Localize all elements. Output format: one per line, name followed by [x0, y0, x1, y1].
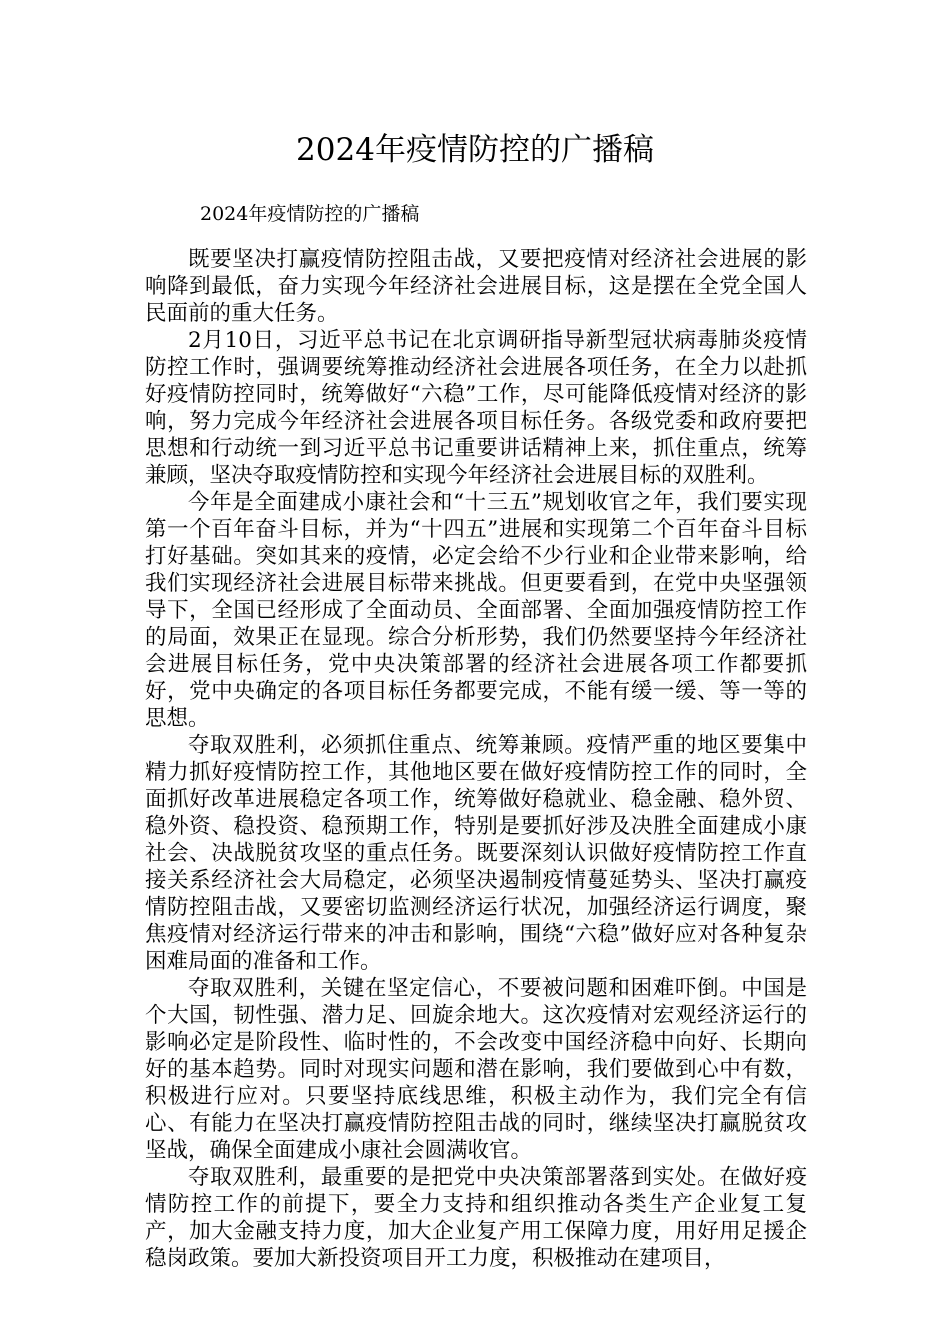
paragraph: 夺取双胜利，关键在坚定信心，不要被问题和困难吓倒。中国是个大国，韧性强、潜力足、回旋余地大。这次疫情对宏观经济运行的影响必定是阶段性、临时性的，不会改变中国经济稳中向好、长期向好的基本趋势。同时对现实问题和潜在影响，我们要做到心中有数，积极进行应对。只要坚持底线思维，积极主动作为，我们完全有信心、有能力在坚决打赢疫情防控阻击战的同时，继续坚决打赢脱贫攻坚战，确保全面建成小康社会圆满收官。: [145, 976, 807, 1163]
paragraph: 夺取双胜利，必须抓住重点、统筹兼顾。疫情严重的地区要集中精力抓好疫情防控工作，其他地区要在做好疫情防控工作的同时，全面抓好改革进展稳定各项工作，统筹做好稳就业、稳金融、稳外贸、稳外资、稳投资、稳预期工作，特别是要抓好涉及决胜全面建成小康社会、决战脱贫攻坚的重点任务。既要深刻认识做好疫情防控工作直接关系经济社会大局稳定，必须坚决遏制疫情蔓延势头、坚决打赢疫情防控阻击战，又要密切监测经济运行状况，加强经济运行调度，聚焦疫情对经济运行带来的冲击和影响，围绕“六稳”做好应对各种复杂困难局面的准备和工作。: [145, 733, 807, 974]
paragraph: 既要坚决打赢疫情防控阻击战，又要把疫情对经济社会进展的影响降到最低，奋力实现今年经济社会进展目标，这是摆在全党全国人民面前的重大任务。: [145, 247, 807, 326]
paragraph: 2月10日，习近平总书记在北京调研指导新型冠状病毒肺炎疫情防控工作时，强调要统筹推动经济社会进展各项任务，在全力以赴抓好疫情防控同时，统筹做好“六稳”工作，尽可能降低疫情对经济的影响，努力完成今年经济社会进展各项目标任务。各级党委和政府要把思想和行动统一到习近平总书记重要讲话精神上来，抓住重点，统筹兼顾，坚决夺取疫情防控和实现今年经济社会进展目标的双胜利。: [145, 328, 807, 488]
paragraph: 夺取双胜利，最重要的是把党中央决策部署落到实处。在做好疫情防控工作的前提下，要全力支持和组织推动各类生产企业复工复产，加大金融支持力度，加大企业复产用工保障力度，用好用足援企稳岗政策。要加大新投资项目开工力度，积极推动在建项目，: [145, 1165, 807, 1271]
document-title: 2024年疫情防控的广播稿: [296, 132, 654, 168]
paragraph: 今年是全面建成小康社会和“十三五”规划收官之年，我们要实现第一个百年奋斗目标，并为“十四五”进展和实现第二个百年奋斗目标打好基础。突如其来的疫情，必定会给不少行业和企业带来影响，给我们实现经济社会进展目标带来挑战。但更要看到，在党中央坚强领导下，全国已经形成了全面动员、全面部署、全面加强疫情防控工作的局面，效果正在显现。综合分析形势，我们仍然要坚持今年经济社会进展目标任务，党中央决策部署的经济社会进展各项工作都要抓好，党中央确定的各项目标任务都要完成，不能有缓一缓、等一等的思想。: [145, 490, 807, 731]
document-body: [145, 246, 807, 1272]
document-subtitle: 2024年疫情防控的广播稿: [200, 203, 420, 225]
